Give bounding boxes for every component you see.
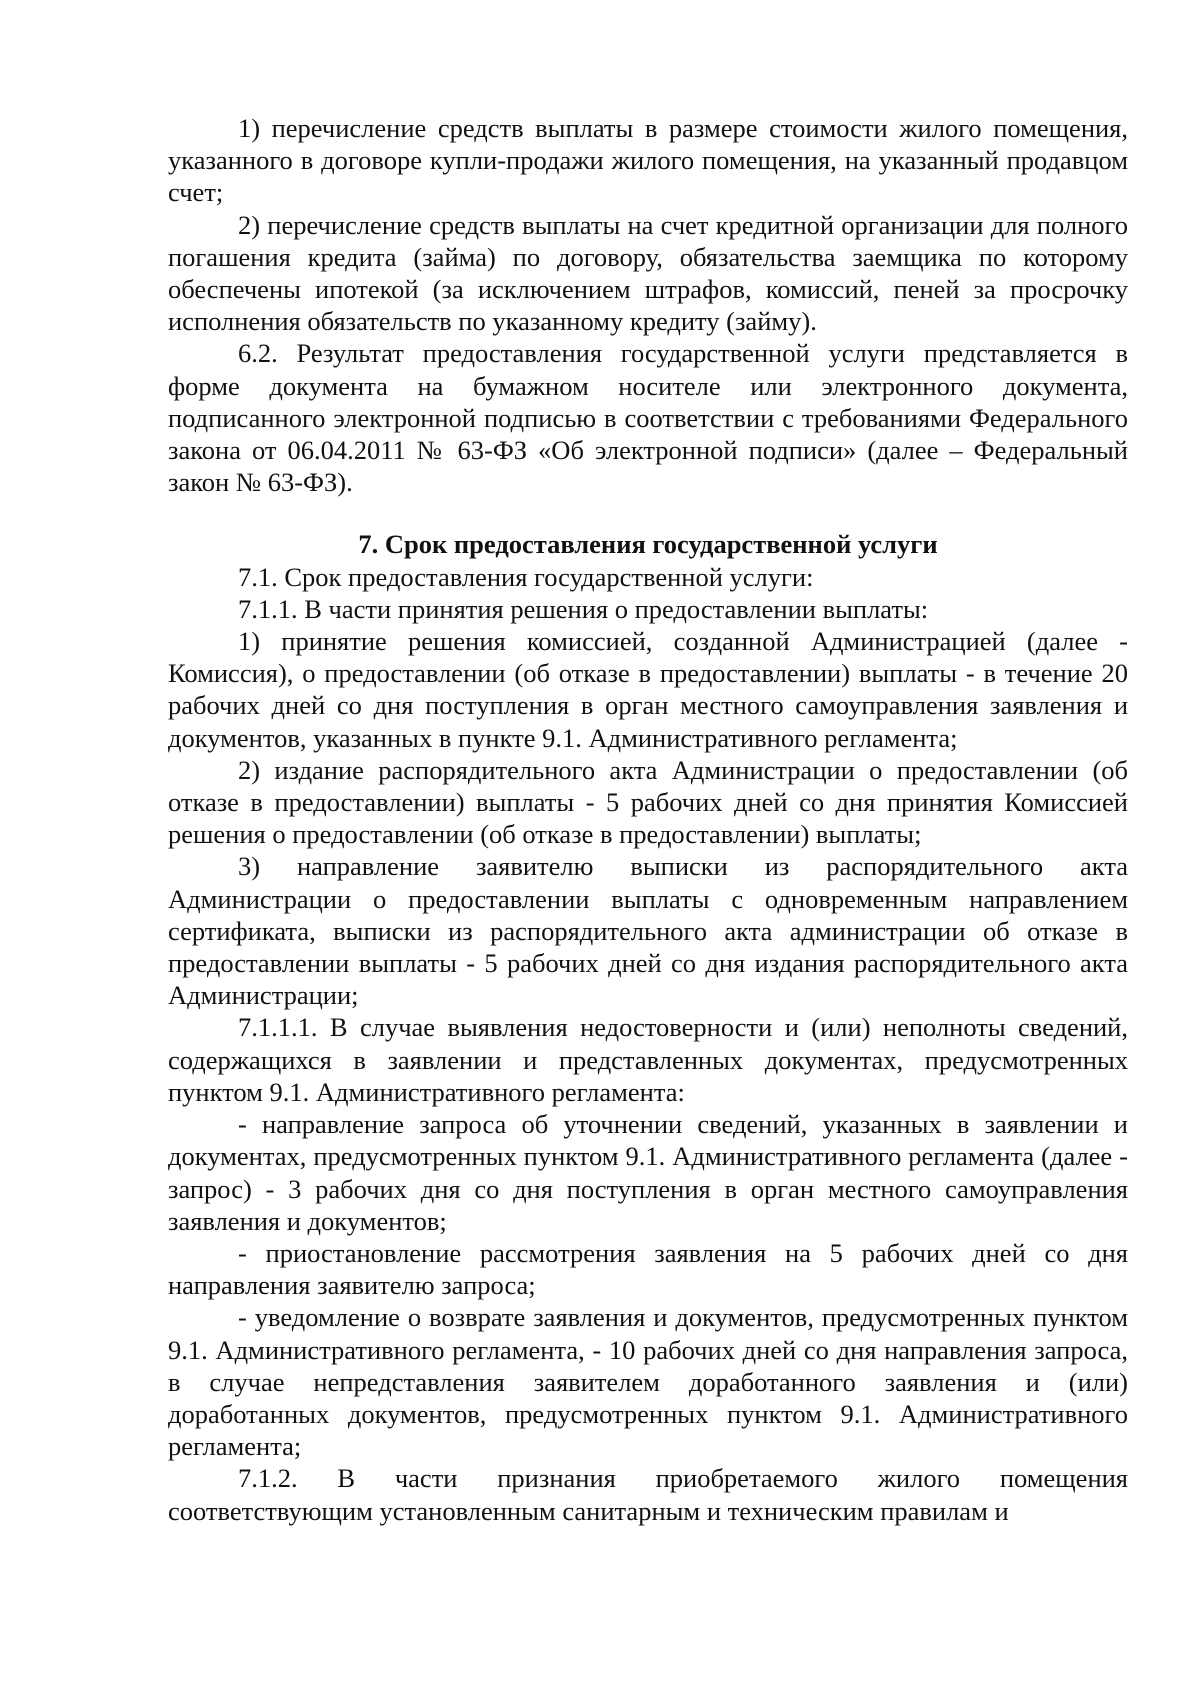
paragraph-dash-return-notice: - уведомление о возврате заявления и документов, предусмотренных пунктом 9.1. Административного регламента, - 10 рабочих дней со дня направления запроса, в случае непредставления заявителем доработанного заявления и (или) доработанных документов, предусмотренных пунктом 9.1. Административного регламента; [168,1302,1128,1462]
paragraph-7-1-1: 7.1.1. В части принятия решения о предоставлении выплаты: [238,593,929,624]
paragraph-7-1-1-item-1: 1) принятие решения комиссией, созданной Администрацией (далее - Комиссия), о предоставлении (об отказе в предоставлении) выплаты - в течение 20 рабочих дней со дня поступления в орган местного самоуправления заявления и документов, указанных в пункте 9.1. Административного регламента; [168,626,1128,753]
section-heading: 7. Срок предоставления государственной услуги [358,529,938,560]
paragraph-7-1-1-item-2: 2) издание распорядительного акта Администрации о предоставлении (об отказе в предоставлении) выплаты - 5 рабочих дней со дня принятия Комиссией решения о предоставлении (об отказе в предоставлении) выплаты; [168,754,1128,850]
paragraph-item-2-transfer-to-bank: 2) перечисление средств выплаты на счет кредитной организации для полного погашения кредита (займа) по договору, обязательства заемщика по которому обеспечены ипотекой (за исключением штрафов, комиссий, пеней за просрочку исполнения обязательств по указанному кредиту (займу). [168,209,1128,337]
paragraph-7-1: 7.1. Срок предоставления государственной услуги: [238,561,814,592]
paragraph-dash-request: - направление запроса об уточнении сведений, указанных в заявлении и документах, предусмотренных пунктом 9.1. Административного регламента (далее - запрос) - 3 рабочих дня со дня поступления в орган местного самоуправления заявления и документов; [168,1109,1128,1236]
document-body [168,112,1128,1527]
paragraph-dash-suspension: - приостановление рассмотрения заявления на 5 рабочих дней со дня направления заявителю запроса; [168,1237,1128,1301]
paragraph-7-1-1-1: 7.1.1.1. В случае выявления недостоверности и (или) неполноты сведений, содержащихся в заявлении и представленных документах, предусмотренных пунктом 9.1. Административного регламента: [168,1012,1128,1107]
paragraph-7-1-1-item-3: 3) направление заявителю выписки из распорядительного акта Администрации о предоставлении выплаты с одновременным направлением сертификата, выписки из распорядительного акта администрации об отказе в предоставлении выплаты - 5 рабочих дней со дня издания распорядительного акта Администрации; [168,851,1128,1011]
paragraph-7-1-2: 7.1.2. В части признания приобретаемого жилого помещения соответствующим установленным санитарным и техническим правилам и [168,1463,1128,1526]
paragraph-item-1-transfer-to-seller: 1) перечисление средств выплаты в размере стоимости жилого помещения, указанного в договоре купли-продажи жилого помещения, на указанный продавцом счет; [168,113,1128,208]
paragraph-6-2-result-form: 6.2. Результат предоставления государственной услуги представляется в форме документа на бумажном носителе или электронного документа, подписанного электронной подписью в соответствии с требованиями Федерального закона от 06.04.2011 № 63-ФЗ «Об электронной подписи» (далее – Федеральный закон № 63-ФЗ). [168,338,1128,498]
